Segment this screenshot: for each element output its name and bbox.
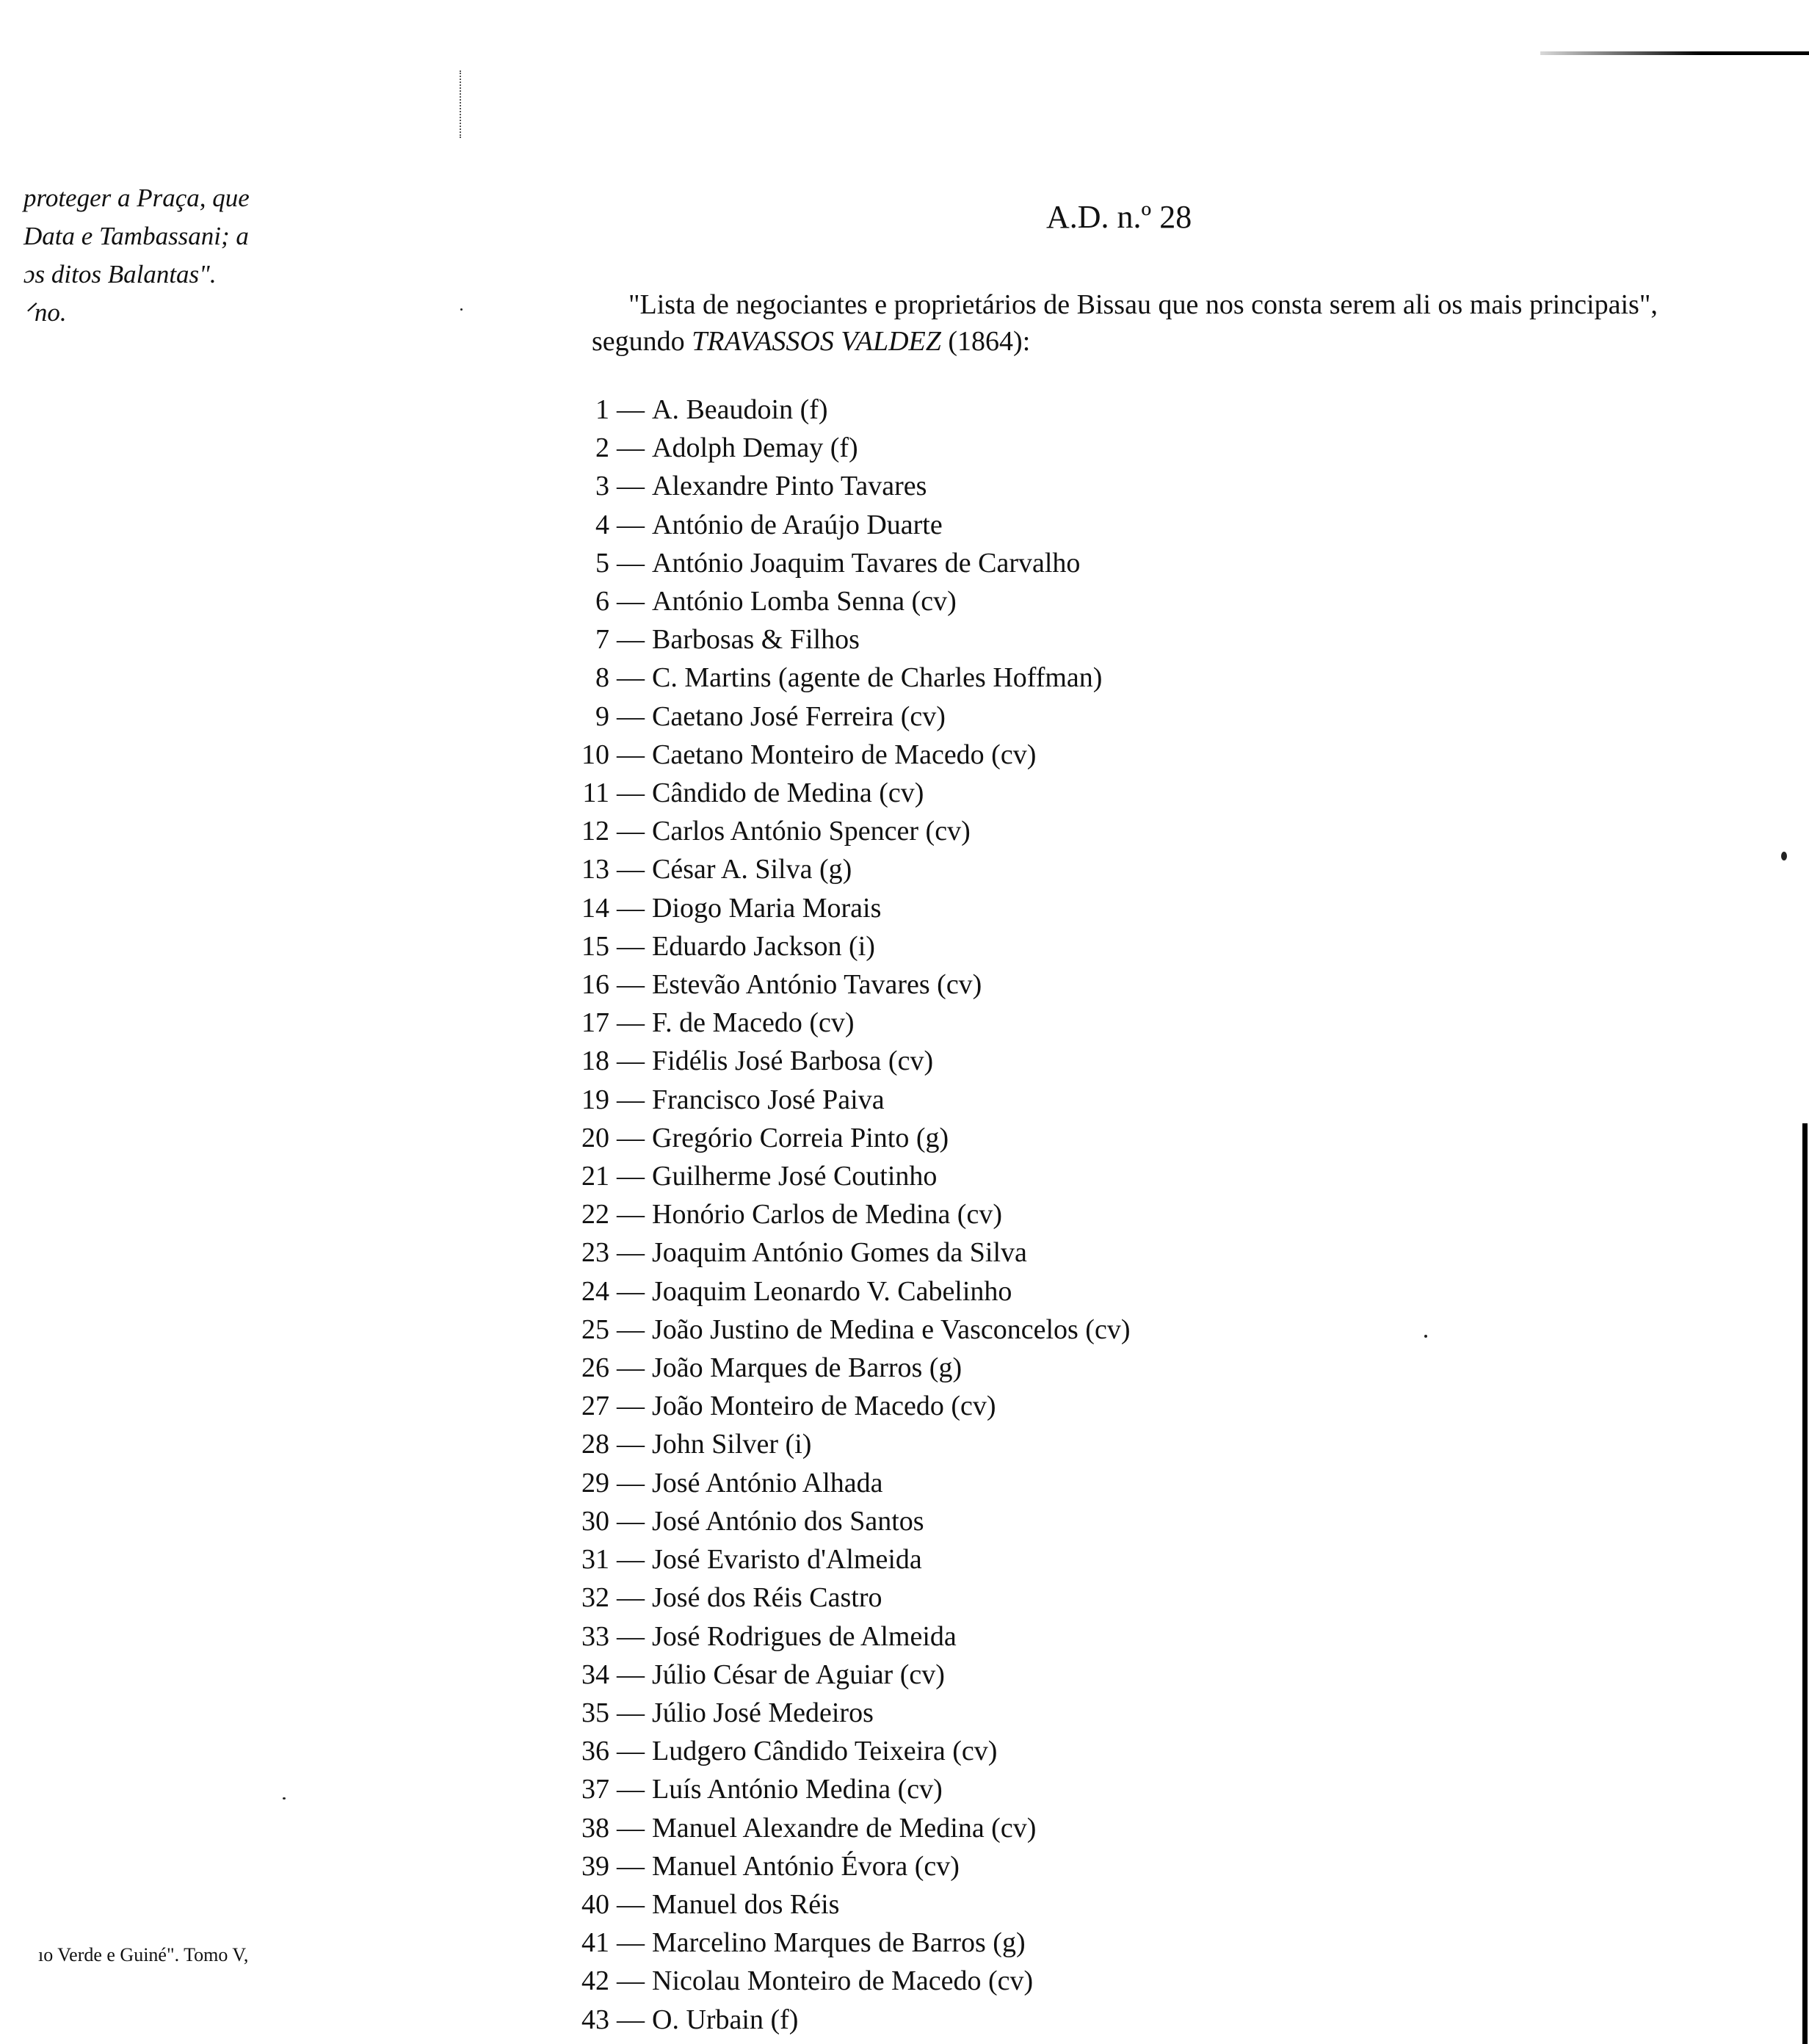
entry-number: 6 bbox=[595, 586, 609, 617]
entry-dash: — bbox=[617, 739, 645, 770]
scan-edge-top bbox=[1540, 51, 1809, 55]
document-title: A.D. n.º 28 bbox=[1046, 199, 1192, 235]
entry-number: 17 bbox=[581, 1007, 609, 1039]
entry-dash: — bbox=[617, 778, 645, 809]
scan-speck bbox=[460, 308, 463, 311]
entry-number: 23 bbox=[581, 1237, 609, 1269]
list-item bbox=[573, 1004, 1417, 1042]
entry-number: 5 bbox=[595, 547, 609, 579]
entry-name: António Joaquim Tavares de Carvalho bbox=[652, 547, 1081, 579]
entry-name: João Marques de Barros (g) bbox=[652, 1352, 962, 1384]
entry-number: 39 bbox=[581, 1850, 609, 1882]
entry-name: Joaquim Leonardo V. Cabelinho bbox=[652, 1275, 1012, 1307]
left-page-fragment bbox=[23, 179, 250, 332]
list-item bbox=[573, 1464, 1417, 1502]
list-item bbox=[573, 1349, 1417, 1387]
scan-speck bbox=[1781, 852, 1787, 860]
entry-name: Alexandre Pinto Tavares bbox=[652, 471, 927, 502]
list-item bbox=[573, 2001, 1417, 2039]
entry-name: Nicolau Monteiro de Macedo (cv) bbox=[652, 1965, 1034, 1997]
entry-name: Caetano José Ferreira (cv) bbox=[652, 700, 946, 732]
entry-number: 25 bbox=[581, 1313, 609, 1345]
entry-dash: — bbox=[617, 1391, 645, 1422]
entry-name: Marcelino Marques de Barros (g) bbox=[652, 1927, 1026, 1959]
list-item bbox=[573, 1885, 1417, 1924]
entry-dash: — bbox=[617, 892, 645, 924]
list-item bbox=[573, 659, 1417, 697]
list-item bbox=[573, 1732, 1417, 1770]
list-item bbox=[573, 1809, 1417, 1847]
entry-dash: — bbox=[617, 1927, 645, 1959]
intro-paragraph bbox=[592, 286, 1693, 360]
entry-name: C. Martins (agente de Charles Hoffman) bbox=[652, 662, 1103, 694]
entry-number: 38 bbox=[581, 1812, 609, 1844]
entry-number: 43 bbox=[581, 2004, 609, 2035]
entry-dash: — bbox=[617, 1544, 645, 1576]
list-item bbox=[573, 1694, 1417, 1732]
entry-number: 24 bbox=[581, 1275, 609, 1307]
entry-number: 33 bbox=[581, 1620, 609, 1652]
entry-name: Ludgero Cândido Teixeira (cv) bbox=[652, 1736, 998, 1767]
entry-number: 41 bbox=[581, 1927, 609, 1959]
entry-number: 19 bbox=[581, 1084, 609, 1115]
entry-number: 36 bbox=[581, 1736, 609, 1767]
entry-name: Cândido de Medina (cv) bbox=[652, 778, 924, 809]
entry-dash: — bbox=[617, 1429, 645, 1460]
list-item bbox=[573, 965, 1417, 1004]
entry-number: 37 bbox=[581, 1774, 609, 1805]
list-item bbox=[573, 1656, 1417, 1694]
left-fragment-line: Data e Tambassani; a bbox=[23, 222, 249, 250]
list-item bbox=[573, 391, 1417, 429]
entry-name: José Evaristo d'Almeida bbox=[652, 1544, 922, 1576]
entry-name: Guilherme José Coutinho bbox=[652, 1161, 938, 1192]
entry-name: Manuel António Évora (cv) bbox=[652, 1850, 960, 1882]
list-item bbox=[573, 1387, 1417, 1425]
entry-dash: — bbox=[617, 1812, 645, 1844]
entry-number: 20 bbox=[581, 1122, 609, 1153]
entry-name: Júlio José Medeiros bbox=[652, 1697, 874, 1728]
entry-number: 11 bbox=[582, 778, 609, 809]
list-item bbox=[573, 1311, 1417, 1349]
entry-name: Barbosas & Filhos bbox=[652, 624, 860, 656]
entry-name: César A. Silva (g) bbox=[652, 854, 852, 885]
entry-name: Adolph Demay (f) bbox=[652, 432, 858, 464]
entry-dash: — bbox=[617, 1161, 645, 1192]
list-item bbox=[573, 1924, 1417, 1962]
list-item bbox=[573, 620, 1417, 659]
entry-number: 14 bbox=[581, 892, 609, 924]
entry-number: 31 bbox=[581, 1544, 609, 1576]
list-item bbox=[573, 582, 1417, 620]
list-item bbox=[573, 889, 1417, 927]
entry-dash: — bbox=[617, 1774, 645, 1805]
entry-name: Luís António Medina (cv) bbox=[652, 1774, 943, 1805]
entry-number: 16 bbox=[581, 969, 609, 1001]
entry-dash: — bbox=[617, 1697, 645, 1728]
entry-number: 21 bbox=[581, 1161, 609, 1192]
list-item bbox=[573, 1962, 1417, 2000]
list-item bbox=[573, 927, 1417, 965]
entry-name: João Justino de Medina e Vasconcelos (cv) bbox=[652, 1313, 1131, 1345]
entry-name: José Rodrigues de Almeida bbox=[652, 1620, 957, 1652]
scan-speck bbox=[283, 1797, 286, 1800]
intro-text: "Lista de negociantes e proprietários de Bissau que nos consta serem ali os mais principais", segundo bbox=[592, 289, 1658, 357]
list-item bbox=[573, 736, 1417, 774]
list-item bbox=[573, 429, 1417, 467]
entry-name: Caetano Monteiro de Macedo (cv) bbox=[652, 739, 1037, 770]
entry-dash: — bbox=[617, 1659, 645, 1690]
entry-dash: — bbox=[617, 662, 645, 694]
entry-dash: — bbox=[617, 1007, 645, 1039]
list-item bbox=[573, 1770, 1417, 1808]
entry-name: John Silver (i) bbox=[652, 1429, 812, 1460]
list-item bbox=[573, 812, 1417, 850]
entry-dash: — bbox=[617, 586, 645, 617]
list-item bbox=[573, 506, 1417, 544]
entry-name: O. Urbain (f) bbox=[652, 2004, 799, 2035]
list-item bbox=[573, 850, 1417, 888]
list-item bbox=[573, 1081, 1417, 1119]
entry-name: F. de Macedo (cv) bbox=[652, 1007, 855, 1039]
entry-dash: — bbox=[617, 624, 645, 656]
list-item bbox=[573, 1195, 1417, 1233]
entry-number: 1 bbox=[595, 394, 609, 425]
entry-name: Fidélis José Barbosa (cv) bbox=[652, 1045, 934, 1077]
entry-name: Eduardo Jackson (i) bbox=[652, 930, 875, 962]
entry-dash: — bbox=[617, 547, 645, 579]
entry-name: Estevão António Tavares (cv) bbox=[652, 969, 982, 1001]
entry-number: 35 bbox=[581, 1697, 609, 1728]
entry-dash: — bbox=[617, 1313, 645, 1345]
list-item bbox=[573, 774, 1417, 812]
scan-speck bbox=[1424, 1335, 1427, 1338]
list-item bbox=[573, 1847, 1417, 1885]
entry-dash: — bbox=[617, 700, 645, 732]
entry-dash: — bbox=[617, 1582, 645, 1614]
entry-name: Carlos António Spencer (cv) bbox=[652, 816, 971, 847]
entry-dash: — bbox=[617, 1505, 645, 1537]
entry-number: 18 bbox=[581, 1045, 609, 1077]
list-item bbox=[573, 697, 1417, 736]
entry-dash: — bbox=[617, 1736, 645, 1767]
entry-number: 22 bbox=[581, 1199, 609, 1231]
entry-dash: — bbox=[617, 1352, 645, 1384]
entry-number: 34 bbox=[581, 1659, 609, 1690]
list-item bbox=[573, 1617, 1417, 1656]
entry-dash: — bbox=[617, 1045, 645, 1077]
list-item bbox=[573, 544, 1417, 582]
entry-number: 2 bbox=[595, 432, 609, 464]
entry-name: Diogo Maria Morais bbox=[652, 892, 882, 924]
merchant-list bbox=[573, 391, 1417, 2039]
entry-number: 30 bbox=[581, 1505, 609, 1537]
entry-number: 42 bbox=[581, 1965, 609, 1997]
entry-dash: — bbox=[617, 969, 645, 1001]
entry-number: 32 bbox=[581, 1582, 609, 1614]
entry-name: António Lomba Senna (cv) bbox=[652, 586, 957, 617]
list-item bbox=[573, 1502, 1417, 1540]
entry-number: 3 bbox=[595, 471, 609, 502]
left-fragment-line: ᐟno. bbox=[23, 298, 67, 327]
entry-number: 13 bbox=[581, 854, 609, 885]
entry-dash: — bbox=[617, 1199, 645, 1231]
entry-name: António de Araújo Duarte bbox=[652, 509, 943, 540]
left-fragment-line: proteger a Praça, que bbox=[23, 184, 250, 212]
entry-dash: — bbox=[617, 471, 645, 502]
document-intro bbox=[592, 286, 1693, 360]
entry-dash: — bbox=[617, 1275, 645, 1307]
entry-dash: — bbox=[617, 930, 645, 962]
entry-name: José dos Réis Castro bbox=[652, 1582, 882, 1614]
entry-dash: — bbox=[617, 1084, 645, 1115]
scan-edge-right bbox=[1802, 1123, 1808, 2044]
entry-dash: — bbox=[617, 394, 645, 425]
list-item bbox=[573, 1042, 1417, 1080]
entry-number: 7 bbox=[595, 624, 609, 656]
entry-dash: — bbox=[617, 2004, 645, 2035]
entry-dash: — bbox=[617, 1467, 645, 1498]
entry-dash: — bbox=[617, 1620, 645, 1652]
intro-text-end: (1864): bbox=[940, 326, 1031, 357]
entry-dash: — bbox=[617, 1965, 645, 1997]
entry-dash: — bbox=[617, 854, 645, 885]
entry-name: Manuel dos Réis bbox=[652, 1888, 840, 1920]
entry-name: João Monteiro de Macedo (cv) bbox=[652, 1391, 996, 1422]
entry-number: 15 bbox=[581, 930, 609, 962]
entry-dash: — bbox=[617, 1850, 645, 1882]
list-item bbox=[573, 1579, 1417, 1617]
entry-name: Manuel Alexandre de Medina (cv) bbox=[652, 1812, 1037, 1844]
entry-name: Joaquim António Gomes da Silva bbox=[652, 1237, 1027, 1269]
intro-author: TRAVASSOS VALDEZ bbox=[692, 326, 941, 357]
entry-name: José António dos Santos bbox=[652, 1505, 924, 1537]
entry-name: Gregório Correia Pinto (g) bbox=[652, 1122, 949, 1153]
entry-name: Francisco José Paiva bbox=[652, 1084, 885, 1115]
list-item bbox=[573, 467, 1417, 505]
entry-number: 4 bbox=[595, 509, 609, 540]
list-item bbox=[573, 1425, 1417, 1463]
entry-name: Júlio César de Aguiar (cv) bbox=[652, 1659, 945, 1690]
entry-number: 27 bbox=[581, 1391, 609, 1422]
entry-number: 8 bbox=[595, 662, 609, 694]
entry-dash: — bbox=[617, 1888, 645, 1920]
entry-number: 10 bbox=[581, 739, 609, 770]
entry-name: Honório Carlos de Medina (cv) bbox=[652, 1199, 1002, 1231]
entry-dash: — bbox=[617, 1122, 645, 1153]
list-item bbox=[573, 1540, 1417, 1579]
list-item bbox=[573, 1119, 1417, 1157]
entry-dash: — bbox=[617, 432, 645, 464]
list-item bbox=[573, 1233, 1417, 1272]
entry-number: 40 bbox=[581, 1888, 609, 1920]
entry-number: 29 bbox=[581, 1467, 609, 1498]
entry-number: 9 bbox=[595, 700, 609, 732]
gutter-mark bbox=[460, 70, 463, 138]
entry-name: José António Alhada bbox=[652, 1467, 883, 1498]
left-fragment-line: ɔs ditos Balantas". bbox=[23, 260, 217, 289]
entry-dash: — bbox=[617, 816, 645, 847]
left-page-footnote: ıo Verde e Guiné". Tomo V, bbox=[38, 1944, 249, 1965]
list-item bbox=[573, 1272, 1417, 1311]
entry-number: 28 bbox=[581, 1429, 609, 1460]
entry-dash: — bbox=[617, 1237, 645, 1269]
entry-number: 26 bbox=[581, 1352, 609, 1384]
entry-dash: — bbox=[617, 509, 645, 540]
entry-name: A. Beaudoin (f) bbox=[652, 394, 828, 425]
entry-number: 12 bbox=[581, 816, 609, 847]
list-item bbox=[573, 1157, 1417, 1195]
